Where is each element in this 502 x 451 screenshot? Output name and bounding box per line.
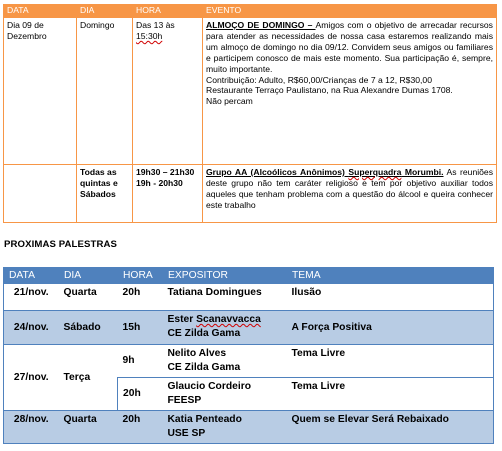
event-title: [206, 167, 444, 177]
event-time: [133, 18, 203, 165]
lecture-speaker-org: USE SP: [167, 428, 206, 439]
lecture-theme: Tema Livre: [287, 345, 494, 378]
event-contribution: Contribuição: Adulto, R$60,00/Crianças de 7 a 12, R$30,00: [206, 74, 432, 85]
lecture-speaker-org: CE Zilda Gama: [167, 362, 241, 373]
event-time: [133, 165, 203, 223]
lecture-time: 20h: [118, 411, 163, 444]
lecture-day: Sábado: [59, 311, 118, 345]
lectures-col-dia: DIA: [59, 268, 118, 284]
section-heading: PROXIMAS PALESTRAS: [4, 239, 118, 250]
lecture-day: Quarta: [59, 411, 118, 444]
lectures-col-tema: TEMA: [287, 268, 494, 284]
lecture-speaker-name: Glaucio Cordeiro: [167, 381, 252, 392]
lectures-col-expositor: EXPOSITOR: [163, 268, 287, 284]
event-text: Amigos com o objetivo de arrecadar recursos para atender as necessidades de nossa casa estaremos realizando mais um almoço de domingo no dia 09/12. Convidem seus amigos ou familiares e participem conosco de mais este momento. Sua participação é, sempre, muito importante.: [206, 20, 493, 74]
lecture-speaker-org: FEESP: [167, 395, 202, 406]
event-time-line: 19h - 20h30: [136, 177, 183, 188]
lecture-row: [4, 345, 494, 378]
events-col-evento: EVENTO: [203, 5, 497, 18]
lecture-row: [4, 311, 494, 345]
lecture-time: 15h: [118, 311, 163, 345]
lecture-time: 9h: [118, 345, 163, 378]
event-time-start: Das 13 às: [136, 20, 175, 30]
lectures-table: [3, 267, 494, 444]
events-col-data: DATA: [4, 5, 77, 18]
lecture-row: [4, 284, 494, 311]
lecture-speaker-name: Nelito Alves: [167, 348, 227, 359]
events-col-dia: DIA: [77, 5, 133, 18]
event-day: Domingo: [77, 18, 133, 165]
event-title-part: Grupo AA (Alcoólicos Anônimos): [206, 167, 349, 177]
events-table: [3, 4, 497, 223]
lecture-speaker-name: Ester: [167, 314, 197, 325]
lecture-date: 24/nov.: [4, 311, 59, 345]
event-time-line: 19h30 – 21h30: [136, 167, 195, 177]
event-title-part: Morumbi.: [401, 167, 444, 177]
event-row: [4, 18, 497, 165]
lecture-theme: Tema Livre: [287, 378, 494, 411]
lectures-header-row: [4, 268, 494, 284]
events-header-row: [4, 5, 497, 18]
lecture-date: 27/nov.: [4, 345, 59, 411]
lecture-time: 20h: [118, 378, 163, 411]
event-day: Todas as quintas e Sábados: [77, 165, 133, 223]
event-description: [203, 18, 497, 165]
event-closing: Não percam: [206, 96, 253, 107]
event-date: Dia 09 de Dezembro: [4, 18, 77, 165]
lecture-speaker: [163, 311, 287, 345]
lecture-speaker-org: CE Zilda Gama: [167, 328, 241, 339]
event-row: [4, 165, 497, 223]
events-col-hora: HORA: [133, 5, 203, 18]
lecture-theme: Quem se Elevar Será Rebaixado: [287, 411, 494, 444]
lecture-time: 20h: [118, 284, 163, 311]
event-description: [203, 165, 497, 223]
event-title-part: Superquadra: [348, 167, 402, 177]
lecture-day: Quarta: [59, 284, 118, 311]
event-date: [4, 165, 77, 223]
lecture-theme: A Força Positiva: [287, 311, 494, 345]
lecture-speaker: Tatiana Domingues: [163, 284, 287, 311]
lecture-speaker-name: Katia Penteado: [167, 414, 242, 425]
lectures-col-hora: HORA: [118, 268, 163, 284]
lectures-col-data: DATA: [4, 268, 59, 284]
event-text: As reuniões deste grupo não tem caráter religioso e tem por objetivo auxiliar todos aqueles que tenham problema com a questão do álcool e queira conhecer este trabalho: [206, 167, 493, 210]
lecture-speaker: [163, 411, 287, 444]
lecture-date: 28/nov.: [4, 411, 59, 444]
lecture-row: [4, 411, 494, 444]
lecture-theme: Ilusão: [287, 284, 494, 311]
event-title: ALMOÇO DE DOMINGO –: [206, 20, 316, 30]
lecture-speaker: [163, 345, 287, 378]
lecture-speaker-name: Scanavvacca: [196, 314, 261, 325]
event-time-end: 15:30h: [136, 30, 163, 41]
lecture-day: Terça: [59, 345, 118, 411]
event-location: Restaurante Terraço Paulistano, na Rua Alexandre Dumas 1708.: [206, 85, 453, 96]
lecture-date: 21/nov.: [4, 284, 59, 311]
lecture-speaker: [163, 378, 287, 411]
